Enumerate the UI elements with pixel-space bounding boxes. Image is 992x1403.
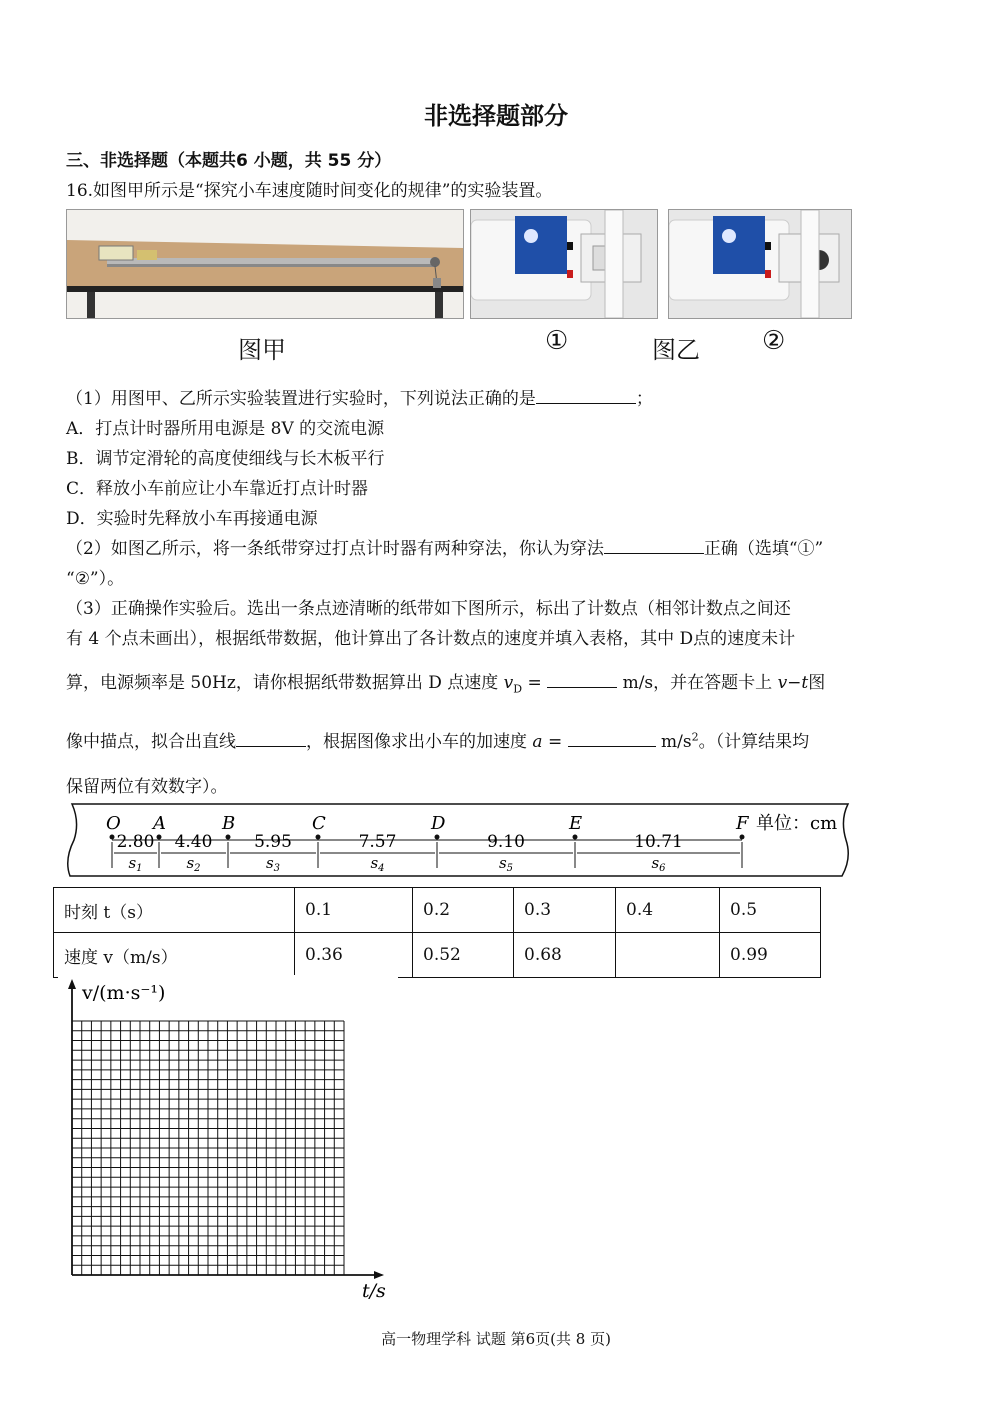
velocity-table: [53, 887, 821, 978]
answer-blank-vd[interactable]: [547, 673, 617, 688]
tape-distance: 5.95: [254, 832, 292, 852]
figure-yi-caption: 图乙: [652, 336, 700, 364]
tape-dot: [316, 835, 321, 840]
speed-cell: 0.36: [295, 933, 413, 978]
option-a: A．打点计时器所用电源是 8V 的交流电源: [66, 419, 385, 439]
speed-cell: 0.68: [514, 933, 616, 978]
tape-unit: 单位：cm: [756, 813, 838, 834]
answer-blank-a[interactable]: [568, 732, 656, 747]
table-row: [54, 933, 821, 978]
tape-distance: 2.80: [116, 832, 155, 852]
tape-point-label: O: [106, 813, 121, 834]
tape-point-label: F: [736, 813, 749, 834]
tape-point-label: E: [569, 813, 583, 834]
tape-segment-label: $s_6$: [651, 854, 666, 874]
apparatus-photo: [66, 209, 464, 319]
answer-blank-2[interactable]: [604, 539, 704, 554]
tape-distance: 10.71: [634, 832, 683, 852]
time-cell: 0.5: [720, 888, 821, 933]
tape-point-label: B: [222, 813, 236, 834]
part3-line4: 像中描点，拟合出直线 ，根据图像求出小车的加速度 $a = m/s^2$。（计算结果均: [66, 730, 810, 752]
tape-dot: [157, 835, 162, 840]
option-b: B．调节定滑轮的高度使细线与长木板平行: [66, 449, 385, 469]
answer-blank-fit[interactable]: [236, 732, 306, 747]
part3-line2: 有 4 个点未画出），根据纸带数据，他计算出了各计数点的速度并填入表格，其中 D点的速度未计: [66, 629, 796, 649]
tape-dot: [573, 835, 578, 840]
question-stem: 16.如图甲所示是“探究小车速度随时间变化的规律”的实验装置。: [66, 181, 553, 201]
option-c: C．释放小车前应让小车靠近打点计时器: [66, 479, 369, 499]
tape-segment-label: $s_3$: [265, 854, 281, 874]
page-title: 非选择题部分: [424, 102, 568, 130]
speed-cell: 0.52: [413, 933, 514, 978]
tape-segment-label: $s_5$: [498, 854, 514, 874]
tape-distance: 4.40: [174, 832, 213, 852]
part3-line3: 算，电源频率是 50Hz，请你根据纸带数据算出 D 点速度 $v_D = m/s$，并在答题卡上 v−t图: [66, 673, 826, 696]
part3-line1: （3）正确操作实验后。选出一条点迹清晰的纸带如下图所示，标出了计数点（相邻计数点之间还: [66, 599, 791, 619]
speed-header: 速度 v（m/s）: [54, 933, 295, 978]
vt-graph[interactable]: [58, 975, 398, 1305]
option-d: D．实验时先释放小车再接通电源: [66, 509, 318, 529]
time-cell: 0.4: [616, 888, 720, 933]
part1-prompt: （1）用图甲、乙所示实验装置进行实验时，下列说法正确的是 ；: [66, 389, 653, 409]
time-cell: 0.3: [514, 888, 616, 933]
paper-tape: [62, 800, 854, 880]
x-axis-label: t/s: [362, 1280, 386, 1302]
tape-segment-label: $s_4$: [370, 854, 385, 874]
speed-cell-empty[interactable]: [616, 933, 720, 978]
tape-segment-label: $s_1$: [128, 854, 143, 874]
tape-dot: [740, 835, 745, 840]
part2-line1: （2）如图乙所示，将一条纸带穿过打点计时器有两种穿法，你认为穿法 正确（选填“①”: [66, 539, 824, 559]
tape-segment-label: $s_2$: [186, 854, 201, 874]
tape-point-label: D: [431, 813, 446, 834]
option-2-mark: ②: [762, 326, 786, 356]
tape-point-label: C: [312, 813, 326, 834]
speed-cell: 0.99: [720, 933, 821, 978]
tape-dot: [435, 835, 440, 840]
time-header: 时刻 t（s）: [54, 888, 295, 933]
time-cell: 0.1: [295, 888, 413, 933]
tape-point-label: A: [153, 813, 166, 834]
timer-photo-2: [668, 209, 852, 319]
answer-blank-1[interactable]: [536, 389, 636, 404]
option-1-mark: ①: [545, 326, 569, 356]
part2-line2: “②”）。: [66, 569, 125, 589]
tape-dot: [226, 835, 231, 840]
tape-distance: 7.57: [358, 832, 397, 852]
page-footer: 高一物理学科 试题 第6页(共 8 页): [381, 1330, 611, 1348]
tape-dot: [110, 835, 115, 840]
y-axis-label: v/(m·s⁻¹): [82, 982, 166, 1004]
figure-jia-caption: 图甲: [238, 336, 286, 364]
time-cell: 0.2: [413, 888, 514, 933]
part3-line5: 保留两位有效数字）。: [66, 777, 228, 797]
table-row: [54, 888, 821, 933]
section-heading: 三、非选择题（本题共6 小题，共 55 分）: [66, 151, 392, 171]
tape-distance: 9.10: [487, 832, 525, 852]
timer-photo-1: [470, 209, 658, 319]
